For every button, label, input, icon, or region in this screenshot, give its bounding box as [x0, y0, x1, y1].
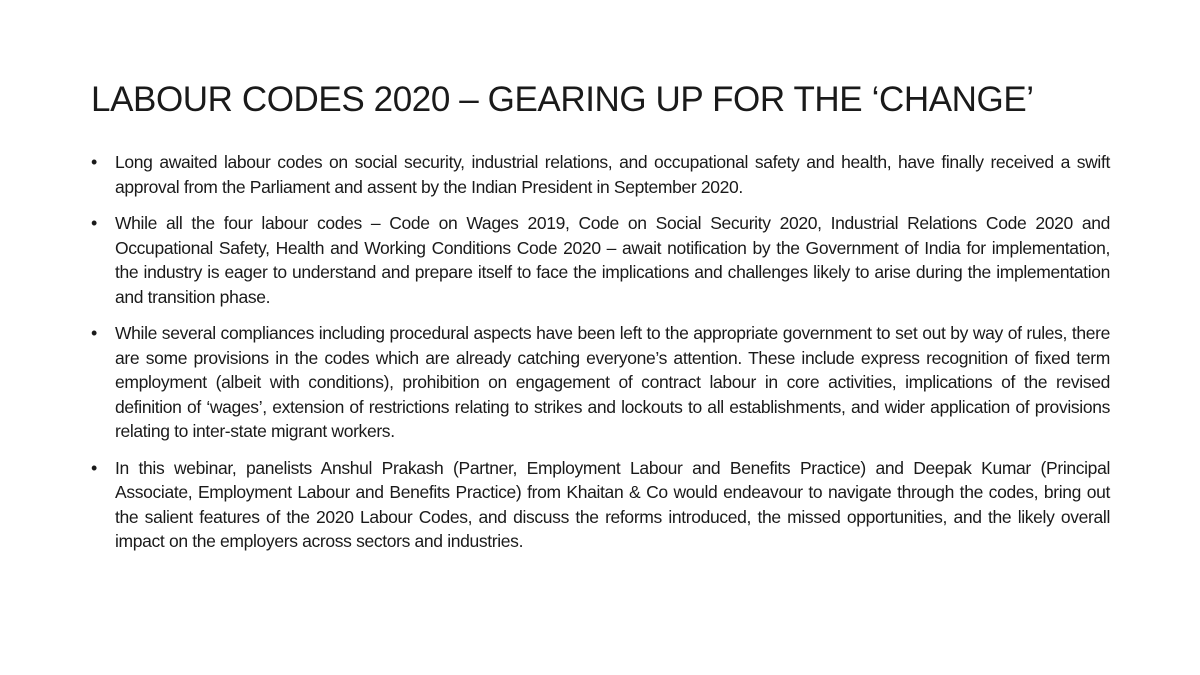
- bullet-icon: •: [91, 323, 98, 343]
- bullet-list: [91, 150, 1110, 566]
- bullet-item-4: [91, 456, 1110, 554]
- bullet-text: While several compliances including procedural aspects have been left to the appropriate government to set out by way of rules, there are some provisions in the codes which are already catching everyone’s attention. These include express recognition of fixed term employment (albeit with conditions), prohibition on engagement of contract labour in core activities, implications of the revised definition of ‘wages’, extension of restrictions relating to strikes and lockouts to all establishments, and wider application of provisions relating to inter-state migrant workers.: [115, 323, 1110, 441]
- bullet-item-1: [91, 150, 1110, 199]
- bullet-text: While all the four labour codes – Code on Wages 2019, Code on Social Security 2020, Industrial Relations Code 2020 and Occupational Safety, Health and Working Conditions Code 2020 – await notification by the Government of India for implementation, the industry is eager to understand and prepare itself to face the implications and challenges likely to arise during the implementation and transition phase.: [115, 213, 1110, 307]
- bullet-icon: •: [91, 457, 98, 478]
- bullet-icon: •: [91, 213, 98, 233]
- bullet-item-2: [91, 211, 1110, 309]
- bullet-text: Long awaited labour codes on social security, industrial relations, and occupational safety and health, have finally received a swift approval from the Parliament and assent by the Indian President in September 2020.: [115, 152, 1110, 197]
- bullet-icon: •: [91, 152, 98, 172]
- slide-title: LABOUR CODES 2020 – GEARING UP FOR THE ‘CHANGE’: [91, 80, 1034, 119]
- bullet-item-3: [91, 321, 1110, 444]
- bullet-text: In this webinar, panelists Anshul Prakash (Partner, Employment Labour and Benefits Practice) and Deepak Kumar (Principal Associate, Employment Labour and Benefits Practice) from Khaitan & Co would endeavour to navigate through the codes, bring out the salient features of the 2020 Labour Codes, and discuss the reforms introduced, the missed opportunities, and the likely overall impact on the employers across sectors and industries.: [115, 457, 1110, 551]
